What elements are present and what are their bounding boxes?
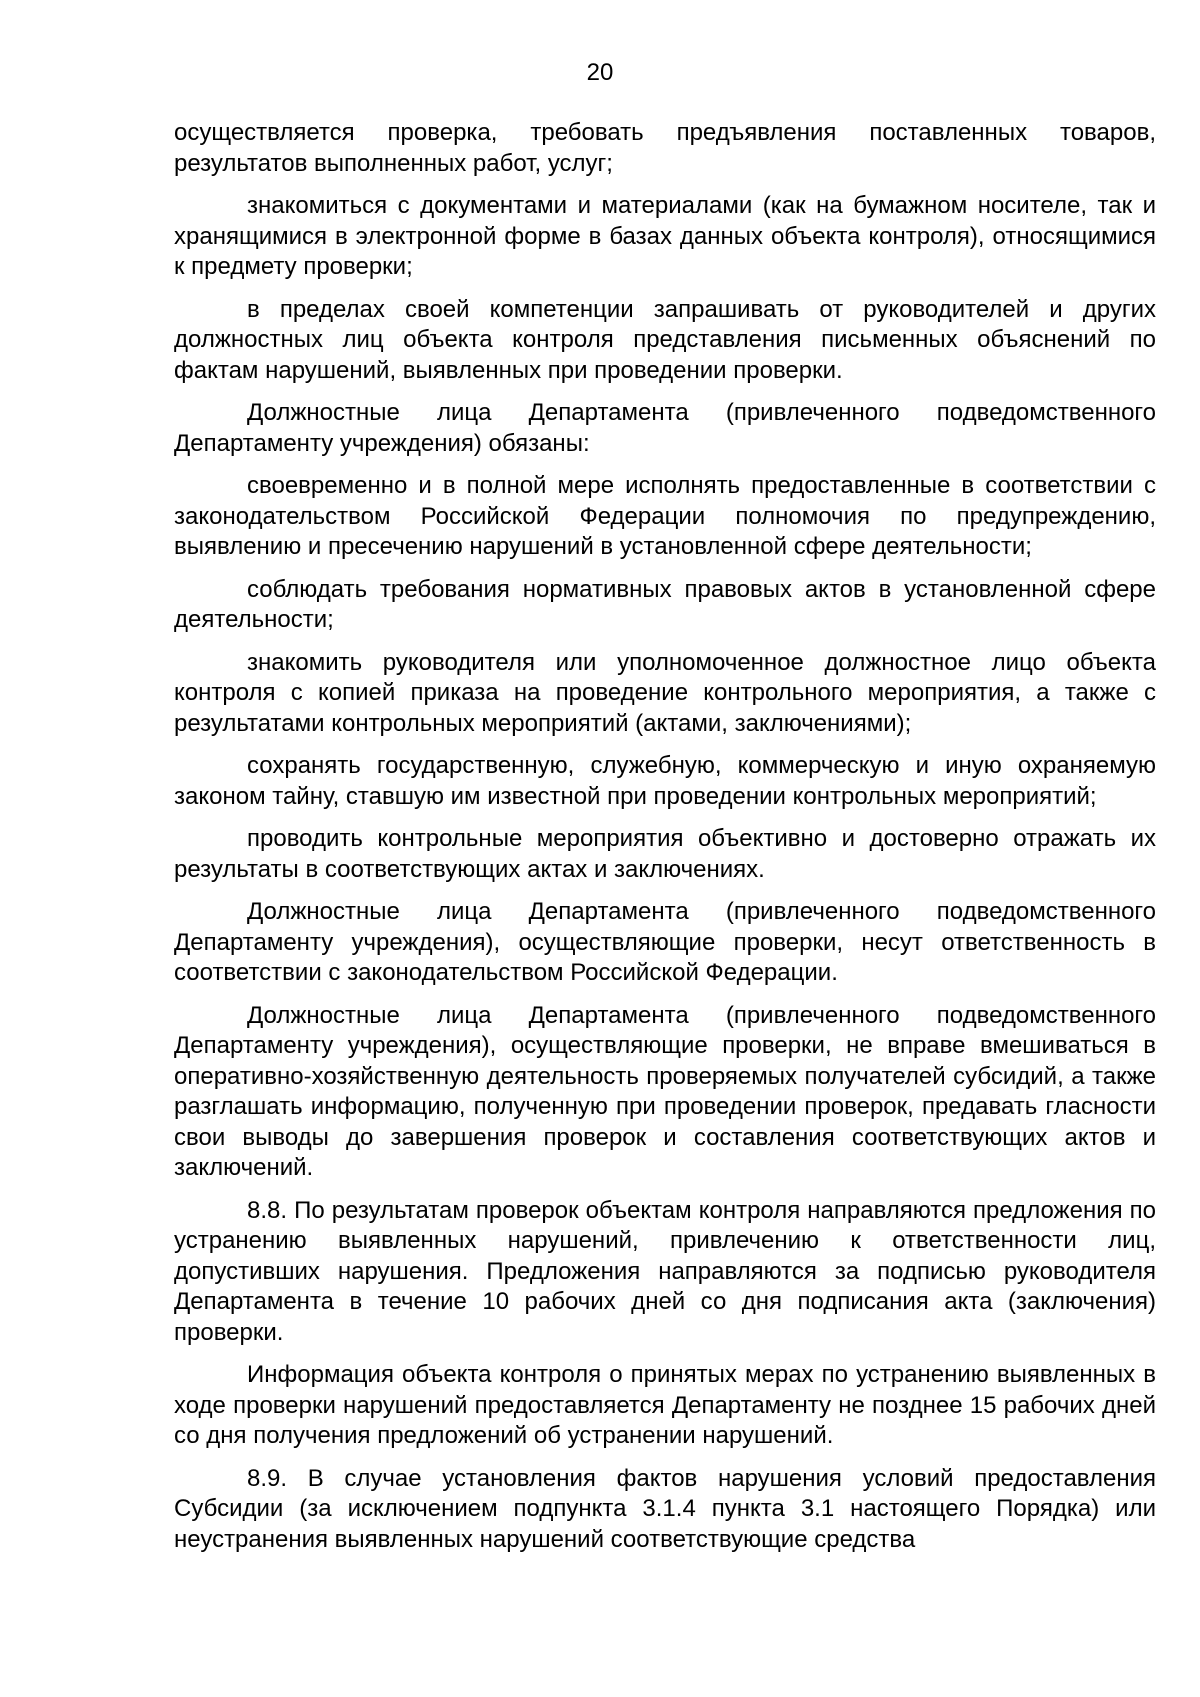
paragraph: Информация объекта контроля о принятых мерах по устранению выявленных в ходе проверки нарушений предоставляется Департаменту не позднее 15 рабочих дней со дня получения предложений об устранении нарушений. <box>174 1361 1156 1449</box>
paragraph: знакомить руководителя или уполномоченное должностное лицо объекта контроля с копией приказа на проведение контрольного мероприятия, а также с результатами контрольных мероприятий (актами, заключениями); <box>174 648 1156 737</box>
paragraph-clause-8-9: 8.9. В случае установления фактов нарушения условий предоставления Субсидии (за исключением подпункта 3.1.4 пункта 3.1 настоящего Порядка) или неустранения выявленных нарушений соответствующие средства <box>174 1464 1156 1553</box>
paragraph-continuation: осуществляется проверка, требовать предъявления поставленных товаров, результатов выполненных работ, услуг; <box>174 119 1156 177</box>
paragraph: Должностные лица Департамента (привлеченного подведомственного Департаменту учреждения) обязаны: <box>174 399 1156 457</box>
paragraph: Должностные лица Департамента (привлеченного подведомственного Департаменту учреждения), осуществляющие проверки, несут ответственность в соответствии с законодательством Российской Федерации. <box>174 898 1156 986</box>
paragraph: знакомиться с документами и материалами (как на бумажном носителе, так и хранящимися в электронной форме в базах данных объекта контроля), относящимися к предмету проверки; <box>174 192 1156 280</box>
paragraph: в пределах своей компетенции запрашивать от руководителей и других должностных лиц объекта контроля представления письменных объяснений по фактам нарушений, выявленных при проведении проверки. <box>174 295 1156 384</box>
paragraph: соблюдать требования нормативных правовых актов в установленной сфере деятельности; <box>174 575 1156 633</box>
paragraph: сохранять государственную, служебную, коммерческую и иную охраняемую законом тайну, ставшую им известной при проведении контрольных мероприятий; <box>174 752 1156 810</box>
page-number: 20 <box>586 59 614 86</box>
paragraph: Должностные лица Департамента (привлеченного подведомственного Департаменту учреждения), осуществляющие проверки, не вправе вмешиваться в оперативно-хозяйственную деятельность проверяемых получателей субсидий, а также разглашать информацию, полученную при проведении проверок, предавать гласности свои выводы до завершения проверок и составления соответствующих актов и заключений. <box>174 1001 1156 1181</box>
document-body <box>174 118 1156 1567</box>
paragraph-clause-8-8: 8.8. По результатам проверок объектам контроля направляются предложения по устранению выявленных нарушений, привлечению к ответственности лиц, допустивших нарушения. Предложения направляются за подписью руководителя Департамента в течение 10 рабочих дней со дня подписания акта (заключения) проверки. <box>174 1196 1156 1346</box>
paragraph: проводить контрольные мероприятия объективно и достоверно отражать их результаты в соответствующих актах и заключениях. <box>174 825 1156 883</box>
paragraph: своевременно и в полной мере исполнять предоставленные в соответствии с законодательством Российской Федерации полномочия по предупреждению, выявлению и пресечению нарушений в установленной сфере деятельности; <box>174 472 1156 560</box>
